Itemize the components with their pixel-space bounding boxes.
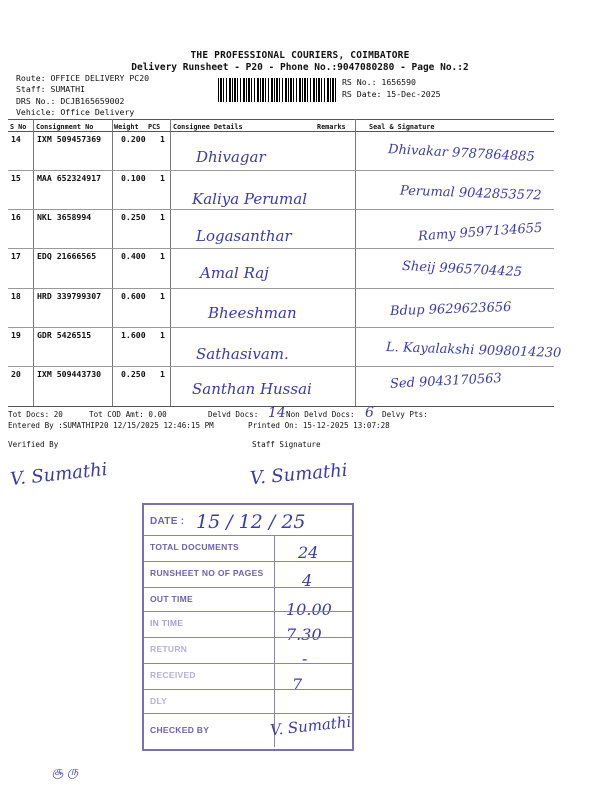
row-weight: 0.200 [121,134,146,144]
row-pcs: 1 [160,134,165,144]
row-signature: Sheij 9965704425 [401,258,523,281]
header-consignment: Consignment No [36,123,94,131]
non-delivered-docs-label: Non Delvd Docs: [286,410,355,419]
header-weight: Weight [114,123,139,131]
stamp-received-value: 7 [292,675,303,694]
stamp-received-label: RECEIVED [150,670,196,680]
row-pcs: 1 [160,212,165,222]
stamp-pages-label: RUNSHEET NO OF PAGES [150,568,264,578]
row-consignee: Logasanthar [196,227,292,245]
office-stamp [142,503,354,751]
verified-by-label: Verified By [8,440,59,449]
row-pcs: 1 [160,369,165,379]
row-weight: 0.100 [121,173,146,183]
delivered-docs-count: 14 [268,405,286,421]
row-weight: 0.250 [121,212,146,222]
row-weight: 0.400 [121,251,146,261]
row-consignee: Bheeshman [208,304,297,322]
stamp-return-value: - [302,649,308,668]
header-sno: S No [10,123,27,131]
row-consignee: Santhan Hussai [192,380,312,398]
verified-signature: V. Sumathi [9,458,109,491]
row-pcs: 1 [160,330,165,340]
row-signature: L. Kayalakshi 9098014230 [385,339,562,362]
row-sno: 18 [11,291,21,301]
row-pcs: 1 [160,173,165,183]
header-pcs: PCS [148,123,161,131]
staff-signature: V. Sumathi [249,459,349,490]
stamp-in-time-label: IN TIME [150,618,184,628]
row-consignment: MAA 652324917 [37,173,102,183]
stamp-date-value: 15 / 12 / 25 [196,511,306,533]
row-sno: 16 [11,212,21,222]
row-consignment: NKL 3658994 [37,212,92,222]
row-consignee: Dhivagar [196,148,266,166]
total-docs: Tot Docs: 20 [8,410,63,419]
row-consignment: IXM 509443730 [37,369,102,379]
barcode [218,78,336,102]
stamp-total-docs-label: TOTAL DOCUMENTS [150,542,240,552]
row-sno: 17 [11,251,21,261]
stamp-return-label: RETURN [150,644,188,654]
company-title: THE PROFESSIONAL COURIERS, COIMBATORE [190,50,410,61]
row-consignee: Sathasivam. [196,345,289,363]
delivered-docs-label: Delvd Docs: [208,410,259,419]
runsheet-title: Delivery Runsheet - P20 - Phone No.:9047080280 - Page No.:2 [131,62,469,73]
row-signature: Bdup 9629623656 [389,299,512,320]
row-consignee: Amal Raj [200,264,269,282]
stamp-checked-by-label: CHECKED BY [150,725,210,735]
printed-on: Printed On: 15-12-2025 13:07:28 [248,421,390,430]
stamp-date-label: DATE : [150,516,185,527]
stamp-dly-label: DLY [150,696,168,706]
row-sno: 14 [11,134,21,144]
row-consignment: IXM 509457369 [37,134,102,144]
stamp-checked-by-signature: V. Sumathi [269,712,353,740]
staff-signature-label: Staff Signature [252,440,321,449]
stamp-pages-value: 4 [302,571,313,590]
stamp-out-time-label: OUT TIME [150,594,194,604]
row-pcs: 1 [160,291,165,301]
delivery-points-label: Delvy Pts: [382,410,428,419]
route-text: Route: OFFICE DELIVERY PC20 [16,73,150,83]
row-signature: Perumal 9042853572 [399,183,542,204]
row-consignment: EDQ 21666565 [37,251,97,261]
stamp-total-docs-value: 24 [298,543,319,562]
row-consignee: Kaliya Perumal [192,190,308,208]
stamp-in-time-value: 7.30 [286,625,322,644]
header-signature: Seal & Signature [369,123,435,131]
row-weight: 0.600 [121,291,146,301]
drs-number: DRS No.: DCJB165659002 [16,96,125,106]
header-remarks: Remarks [317,123,346,131]
row-signature: Dhivakar 9787864885 [387,142,536,165]
rs-number: RS No.: 1656590 [342,77,416,87]
row-weight: 1.600 [121,330,146,340]
non-delivered-docs-count: 6 [365,405,374,421]
vehicle-text: Vehicle: Office Delivery [16,107,135,117]
row-weight: 0.250 [121,369,146,379]
rs-date: RS Date: 15-Dec-2025 [342,89,441,99]
stamp-out-time-value: 10.00 [286,600,332,619]
staff-text: Staff: SUMATHI [16,84,86,94]
row-pcs: 1 [160,251,165,261]
row-sno: 20 [11,369,21,379]
row-consignment: GDR 5426515 [37,330,92,340]
row-signature: Ramy 9597134655 [417,220,543,245]
entered-by: Entered By :SUMATHIP20 12/15/2025 12:46:15 PM [8,421,214,430]
row-consignment: HRD 339799307 [37,291,102,301]
row-sno: 19 [11,330,21,340]
header-consignee: Consignee Details [173,123,243,131]
total-cod: Tot COD Amt: 0.00 [89,410,167,419]
row-sno: 15 [11,173,21,183]
handwritten-note: சூ ரு [52,764,79,778]
row-signature: Sed 9043170563 [389,371,503,392]
